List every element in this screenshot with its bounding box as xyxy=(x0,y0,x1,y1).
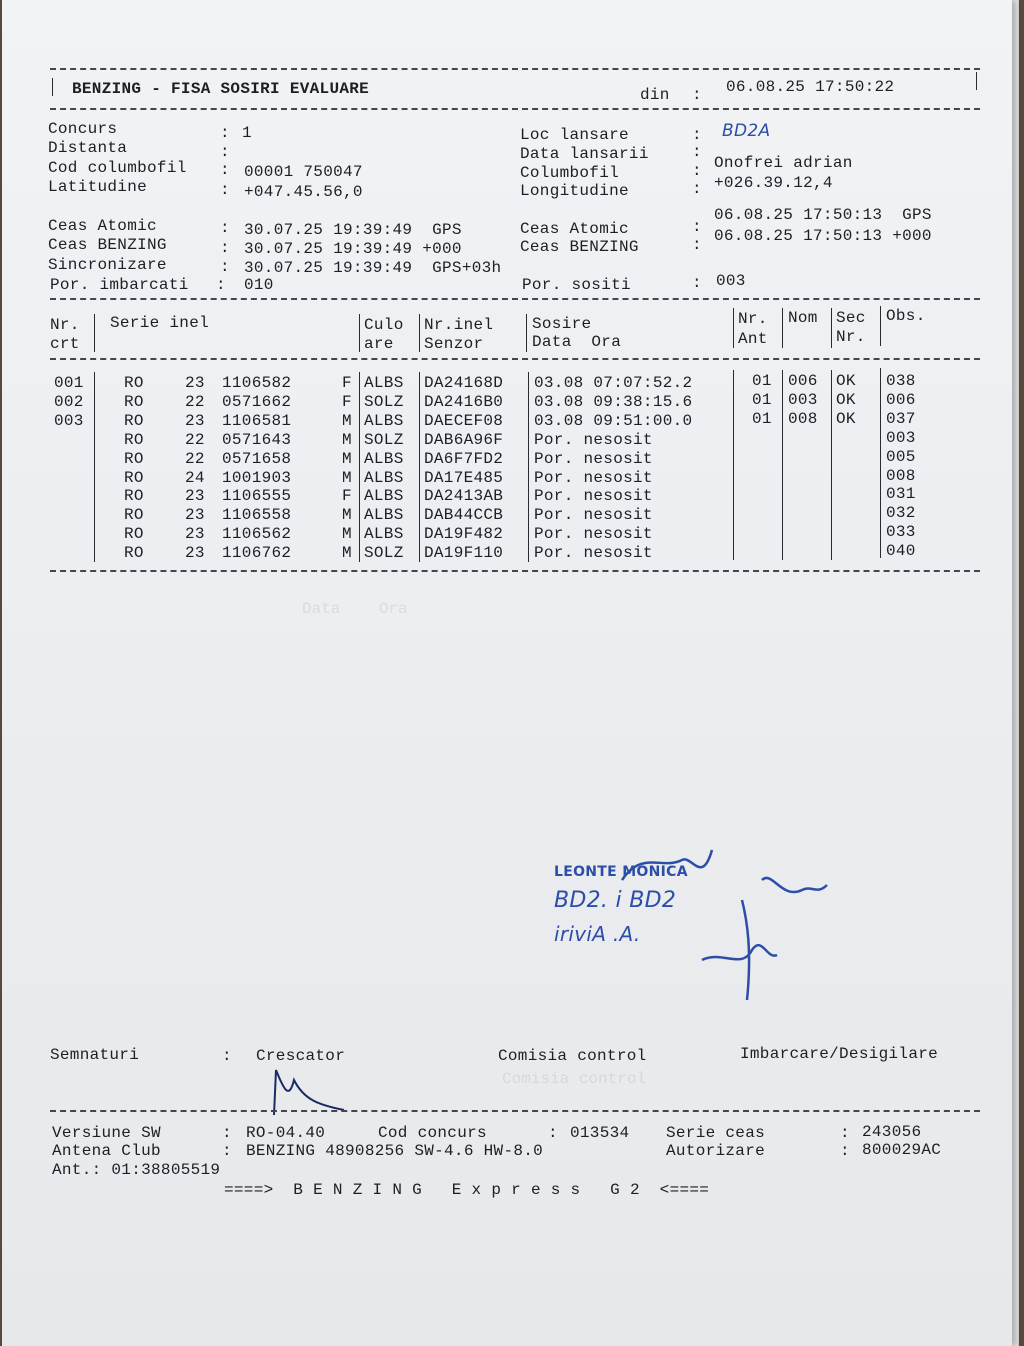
cell-inel: 0571658 xyxy=(222,449,292,468)
cell-sec: OK xyxy=(836,390,856,409)
col-header-nom: Nom xyxy=(788,309,818,327)
cell-inel: 1106558 xyxy=(222,506,292,525)
cell-sosire: 03.08 09:51:00.0 xyxy=(534,411,693,430)
cell-inel: 1106582 xyxy=(222,374,292,392)
cell-sex: M xyxy=(342,449,352,468)
cell-obs: 005 xyxy=(886,447,916,466)
cell-senzor: DAB6A96F xyxy=(424,430,504,449)
ceas-atomic-end: 06.08.25 17:50:13 GPS xyxy=(714,206,932,224)
cell-an: 23 xyxy=(185,411,205,430)
cell-tara: RO xyxy=(124,506,144,525)
col-header-senzor: Senzor xyxy=(424,335,484,353)
colon: : xyxy=(692,180,702,198)
colon: : xyxy=(220,258,230,276)
cell-tara: RO xyxy=(124,430,144,449)
ceas-atomic-label: Ceas Atomic xyxy=(520,220,629,238)
concurs-label: Concurs xyxy=(48,120,118,138)
imbarcati-label: Por. imbarcati xyxy=(50,276,189,294)
cell-cul: ALBS xyxy=(364,411,404,430)
cod-columbofil-label: Cod columbofil xyxy=(48,159,187,177)
sositi-label: Por. sositi xyxy=(522,276,631,294)
cell-senzor: DAECEF08 xyxy=(424,411,504,430)
cell-cul: ALBS xyxy=(364,487,404,506)
leonte-monica-stamp: LEONTE MONICA xyxy=(554,864,688,880)
colon: : xyxy=(692,218,702,236)
sositi-value: 003 xyxy=(716,272,746,290)
colon: : xyxy=(222,1047,232,1065)
ceas-atomic-label: Ceas Atomic xyxy=(48,217,157,235)
cell-an: 22 xyxy=(185,392,205,411)
divider xyxy=(50,570,980,572)
print-datetime: 06.08.25 17:50:22 xyxy=(726,78,895,96)
divider xyxy=(733,308,734,348)
divider xyxy=(782,308,783,348)
cell-nom: 003 xyxy=(788,390,818,409)
cell-tara: RO xyxy=(124,487,144,506)
antena-label: Antena Club xyxy=(52,1142,161,1160)
columbofil-label: Columbofil xyxy=(520,164,620,182)
cell-sex: F xyxy=(342,487,352,506)
cell-an: 24 xyxy=(185,468,205,487)
distanta-label: Distanta xyxy=(48,139,128,157)
cell-cul: ALBS xyxy=(364,468,404,487)
printout-page xyxy=(2,0,1012,1346)
loc-lansare-label: Loc lansare xyxy=(520,126,629,144)
colon: : xyxy=(222,1124,232,1142)
cell-an: 23 xyxy=(185,525,205,544)
cell-senzor: DA17E485 xyxy=(424,468,504,487)
cell-tara: RO xyxy=(124,392,144,411)
divider xyxy=(733,370,734,560)
colon: : xyxy=(692,143,702,161)
col-header-obs: Obs. xyxy=(886,307,926,325)
colon: : xyxy=(220,219,230,237)
cod-columbofil-value: 00001 750047 xyxy=(244,163,363,181)
columbofil-value: Onofrei adrian xyxy=(714,154,853,172)
ant-line: Ant.: 01:38805519 xyxy=(52,1161,221,1179)
cell-sosire: Por. nesosit xyxy=(534,525,653,544)
cell-sex: M xyxy=(342,411,352,430)
cell-ant: 01 xyxy=(752,409,772,428)
sincronizare-value: 30.07.25 19:39:49 GPS+03h xyxy=(244,259,502,277)
cell-nr: 003 xyxy=(54,411,84,430)
divider xyxy=(50,108,980,110)
cell-obs: 040 xyxy=(886,542,916,561)
cell-tara: RO xyxy=(124,449,144,468)
cell-obs: 038 xyxy=(886,372,916,390)
cell-sosire: Por. nesosit xyxy=(534,506,653,525)
crescator-label: Crescator xyxy=(256,1047,346,1065)
ceas-atomic-start: 30.07.25 19:39:49 GPS xyxy=(244,221,462,239)
colon: : xyxy=(220,161,230,179)
cell-sosire: Por. nesosit xyxy=(534,430,653,449)
colon: : xyxy=(222,1142,232,1160)
concurs-value: 1 xyxy=(242,124,252,142)
cell-sec: OK xyxy=(836,409,856,428)
cell-sex: M xyxy=(342,468,352,487)
divider xyxy=(419,314,420,352)
din-label: din xyxy=(640,86,670,104)
cell-nr: 001 xyxy=(54,374,84,392)
divider xyxy=(831,308,832,348)
cell-cul: SOLZ xyxy=(364,392,404,411)
latitudine-value: +047.45.56,0 xyxy=(244,183,363,201)
autorizare-label: Autorizare xyxy=(666,1142,766,1160)
serie-ceas-value: 243056 xyxy=(862,1123,922,1141)
cod-concurs-value: 013534 xyxy=(570,1124,630,1142)
cell-nr: 002 xyxy=(54,392,84,411)
cell-inel: 1106555 xyxy=(222,487,292,506)
data-lansarii-label: Data lansarii xyxy=(520,145,649,163)
cell-nom: 006 xyxy=(788,372,818,390)
ceas-benzing-label: Ceas BENZING xyxy=(520,238,639,256)
cell-cul: SOLZ xyxy=(364,430,404,449)
cell-sosire: Por. nesosit xyxy=(534,487,653,506)
cell-senzor: DA24168D xyxy=(424,374,504,392)
sincronizare-label: Sincronizare xyxy=(48,256,167,274)
cell-tara: RO xyxy=(124,525,144,544)
col-header-nr-ant: Nr. xyxy=(738,310,768,328)
colon: : xyxy=(692,274,702,292)
bleed-through: Data Ora xyxy=(302,600,408,618)
colon: : xyxy=(220,143,230,161)
col-header-crt: crt xyxy=(50,335,80,353)
cell-sex: M xyxy=(342,544,352,563)
cell-obs: 031 xyxy=(886,485,916,504)
divider xyxy=(94,314,95,352)
col-header-culoare-2: are xyxy=(364,335,394,353)
cell-sex: F xyxy=(342,374,352,392)
divider xyxy=(50,68,980,70)
cell-cul: ALBS xyxy=(364,525,404,544)
antena-value: BENZING 48908256 SW-4.6 HW-8.0 xyxy=(246,1142,544,1160)
cell-senzor: DAB44CCB xyxy=(424,506,504,525)
divider xyxy=(419,372,420,562)
imbarcati-value: 010 xyxy=(244,276,274,294)
colon: : xyxy=(692,236,702,254)
cell-obs: 008 xyxy=(886,466,916,485)
cell-an: 23 xyxy=(185,487,205,506)
latitudine-label: Latitudine xyxy=(48,178,148,196)
versiune-label: Versiune SW xyxy=(52,1124,161,1142)
divider xyxy=(880,368,881,558)
cell-nom: 008 xyxy=(788,409,818,428)
cell-obs: 037 xyxy=(886,409,916,428)
cell-sosire: 03.08 07:07:52.2 xyxy=(534,374,693,392)
semnaturi-label: Semnaturi xyxy=(50,1046,140,1064)
cell-sec: OK xyxy=(836,372,856,390)
ceas-benzing-label: Ceas BENZING xyxy=(48,236,167,254)
cell-ant: 01 xyxy=(752,372,772,390)
cell-sosire: Por. nesosit xyxy=(534,544,653,563)
serie-ceas-label: Serie ceas xyxy=(666,1124,766,1142)
cell-senzor: DA2416B0 xyxy=(424,392,504,411)
ceas-benzing-start: 30.07.25 19:39:49 +000 xyxy=(244,240,462,258)
imbarcare-label: Imbarcare/Desigilare xyxy=(740,1045,939,1063)
divider xyxy=(359,372,360,562)
cell-obs: 033 xyxy=(886,523,916,542)
cell-obs: 032 xyxy=(886,504,916,523)
divider xyxy=(782,370,783,560)
cell-tara: RO xyxy=(124,411,144,430)
cell-senzor: DA6F7FD2 xyxy=(424,449,504,468)
cell-inel: 1001903 xyxy=(222,468,292,487)
divider xyxy=(50,1110,980,1112)
cell-an: 22 xyxy=(185,449,205,468)
col-header-inel: Nr.inel xyxy=(424,316,494,334)
divider xyxy=(359,314,360,352)
colon: : xyxy=(692,162,702,180)
ceas-benzing-end: 06.08.25 17:50:13 +000 xyxy=(714,227,932,245)
comisia-label: Comisia control xyxy=(498,1047,647,1065)
colon: : xyxy=(840,1142,850,1160)
cell-cul: SOLZ xyxy=(364,544,404,563)
cell-obs: 003 xyxy=(886,428,916,447)
cell-sosire: Por. nesosit xyxy=(534,468,653,487)
official-signature xyxy=(602,840,842,1010)
col-header-sec: Sec xyxy=(836,309,866,327)
divider xyxy=(52,78,53,96)
divider xyxy=(50,358,980,360)
longitudine-value: +026.39.12,4 xyxy=(714,174,833,192)
cell-tara: RO xyxy=(124,544,144,563)
col-header-nr: Nr. xyxy=(50,316,80,334)
colon: : xyxy=(220,239,230,257)
cell-sex: M xyxy=(342,525,352,544)
cell-cul: ALBS xyxy=(364,506,404,525)
cell-senzor: DA19F110 xyxy=(424,544,504,563)
handwritten-note-line2: iriviA .A. xyxy=(554,922,641,946)
cell-an: 23 xyxy=(185,374,205,392)
col-header-ant: Ant xyxy=(738,330,768,348)
cell-senzor: DA2413AB xyxy=(424,487,504,506)
divider xyxy=(94,372,95,562)
col-header-culoare: Culo xyxy=(364,316,404,334)
colon: : xyxy=(692,126,702,144)
cell-sosire: Por. nesosit xyxy=(534,449,653,468)
autorizare-value: 800029AC xyxy=(862,1141,942,1159)
col-header-sec-nr: Nr. xyxy=(836,328,866,346)
longitudine-label: Longitudine xyxy=(520,182,629,200)
cell-inel: 1106562 xyxy=(222,525,292,544)
cell-an: 22 xyxy=(185,430,205,449)
cell-obs: 006 xyxy=(886,390,916,409)
colon: : xyxy=(216,276,226,294)
cod-concurs-label: Cod concurs xyxy=(378,1124,487,1142)
colon: : xyxy=(220,124,230,142)
colon: : xyxy=(220,181,230,199)
bleed-through: Comisia control xyxy=(502,1070,647,1088)
benzing-banner: ====> B E N Z I N G E x p r e s s G 2 <==== xyxy=(224,1181,710,1199)
cell-inel: 0571643 xyxy=(222,430,292,449)
loc-lansare-value: BD2A xyxy=(722,121,771,141)
divider xyxy=(526,314,527,352)
cell-sosire: 03.08 09:38:15.6 xyxy=(534,392,693,411)
cell-tara: RO xyxy=(124,374,144,392)
document-title: BENZING - FISA SOSIRI EVALUARE xyxy=(72,80,370,98)
col-header-sosire: Sosire xyxy=(532,315,592,333)
cell-senzor: DA19F482 xyxy=(424,525,504,544)
cell-inel: 0571662 xyxy=(222,392,292,411)
cell-an: 23 xyxy=(185,544,205,563)
colon: : xyxy=(692,86,702,104)
cell-sex: F xyxy=(342,392,352,411)
divider xyxy=(976,72,977,90)
cell-ant: 01 xyxy=(752,390,772,409)
cell-sex: M xyxy=(342,430,352,449)
versiune-value: RO-04.40 xyxy=(246,1124,326,1142)
divider xyxy=(50,298,980,300)
cell-cul: ALBS xyxy=(364,449,404,468)
cell-an: 23 xyxy=(185,506,205,525)
divider xyxy=(880,306,881,346)
colon: : xyxy=(548,1124,558,1142)
handwritten-note-line1: BD2. i BD2 xyxy=(554,888,677,913)
cell-tara: RO xyxy=(124,468,144,487)
divider xyxy=(528,372,529,562)
cell-cul: ALBS xyxy=(364,374,404,392)
col-header-serie: Serie inel xyxy=(110,314,210,332)
col-header-data-ora: Data Ora xyxy=(532,333,622,351)
cell-inel: 1106762 xyxy=(222,544,292,563)
cell-inel: 1106581 xyxy=(222,411,292,430)
divider xyxy=(831,370,832,560)
cell-sex: M xyxy=(342,506,352,525)
colon: : xyxy=(840,1124,850,1142)
